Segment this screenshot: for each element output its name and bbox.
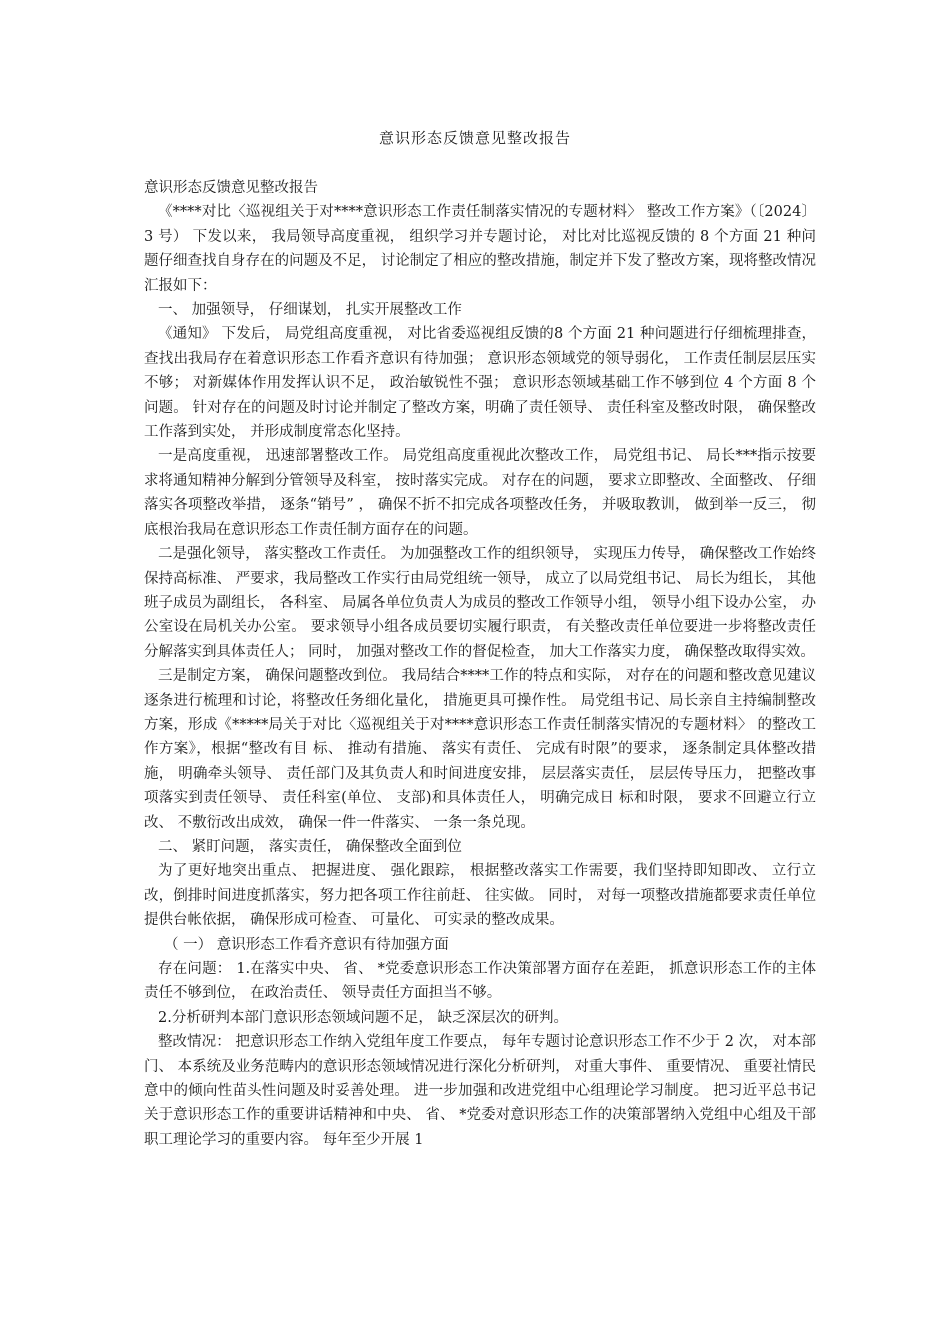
paragraph-point-1: 一是高度重视， 迅速部署整改工作。 局党组高度重视此次整改工作， 局党组书记、 局长***指示按要求将通知精神分解到分管领导及科室， 按时落实完成。 对存在的问题， 要求立即整改、全面整改、 仔细落实各项整改举措， 逐条“销号” ， 确保不折不扣完成各项整改任务， 并吸取教训， 做到举一反三， 彻底根治我局在意识形态工作责任制方面存在的问题。 [144,448,816,538]
paragraph-progress: 为了更好地突出重点、 把握进度、 强化跟踪， 根据整改落实工作需要，我们坚持即知即改、 立行立改，倒排时间进度抓落实，努力把各项工作往前赶、 往实做。 同时， 对每一项整改措施都要求责任单位提供台帐依据， 确保形成可检查、 可量化、 可实录的整改成果。 [144,863,816,929]
subsection-heading-1: （ 一） 意识形态工作看齐意识有待加强方面 [164,936,449,953]
paragraph-rectification: 整改情况： 把意识形态工作纳入党组年度工作要点， 每年专题讨论意识形态工作不少于 2 次， 对本部门、 本系统及业务范畴内的意识形态领域情况进行深化分析研判， 对重大事件、 重要情况、 重要社情民意中的倾向性苗头性问题及时妥善处理。 进一步加强和改进党组中心组理论学习制度。 把习近平总书记关于意识形态工作的重要讲话精神和中央、 省、 *党委对意识形态工作的决策部署纳入党组中心组及干部职工理论学习的重要内容。 每年至少开展 1 [144,1034,816,1148]
document-body [144,176,816,1152]
paragraph-intro: 《****对比〈巡视组关于对****意识形态工作责任制落实情况的专题材料〉 整改工作方案》（〔2024〕 3 号） 下发以来， 我局领导高度重视， 组织学习并专题讨论， 对比对比巡视反馈的 8 个方面 21 种问题仔细查找自身存在的问题及不足， 讨论制定了相应的整改措施，制定并下发了整改方案，现将整改情况汇报如下： [144,204,816,294]
document-title: 意识形态反馈意见整改报告 [378,129,571,147]
section-heading-2: 二、 紧盯问题， 落实责任， 确保整改全面到位 [158,838,462,855]
section-heading-1: 一、 加强领导， 仔细谋划， 扎实开展整改工作 [158,302,462,319]
paragraph-problem-2: 2.分析研判本部门意识形态领域问题不足， 缺乏深层次的研判。 [158,1009,568,1026]
paragraph-point-3: 三是制定方案， 确保问题整改到位。 我局结合****工作的特点和实际， 对存在的问题和整改意见建议逐条进行梳理和讨论，将整改任务细化量化， 措施更具可操作性。 局党组书记、局长亲自主持编制整改方案，形成《*****局关于对比〈巡视组关于对****意识形态工作责任制落实情况的专题材料〉 的整改工作方案》，根据“整改有目 标、 推动有措施、 落实有责任、 完成有时限”的要求， 逐条制定具体整改措施， 明确牵头领导、 责任部门及其负责人和时间进度安排， 层层落实责任， 层层传导压力， 把整改事项落实到责任领导、 责任科室(单位、 支部)和具体责任人， 明确完成日 标和时限， 要求不回避立行立改、 不敷衍改出成效， 确保一件一件落实、 一条一条兑现。 [144,668,816,831]
paragraph-notice: 《通知》 下发后， 局党组高度重视， 对比省委巡视组反馈的8 个方面 21 种问题进行仔细梳理排查， 查找出我局存在着意识形态工作看齐意识有待加强； 意识形态领域党的领导弱化， 工作责任制层层压实不够； 对新媒体作用发挥认识不足， 政治敏锐性不强； 意识形态领域基础工作不够到位 4 个方面 8 个问题。 针对存在的问题及时讨论并制定了整改方案，明确了责任领导、 责任科室及整改时限， 确保整改工作落到实处， 并形成制度常态化坚持。 [144,326,816,441]
paragraph-problems: 存在问题： 1.在落实中央、 省、 *党委意识形态工作决策部署方面存在差距， 抓意识形态工作的主体责任不够到位， 在政治责任、 领导责任方面担当不够。 [144,961,816,1002]
body-heading: 意识形态反馈意见整改报告 [144,180,318,196]
paragraph-point-2: 二是强化领导， 落实整改工作责任。 为加强整改工作的组织领导， 实现压力传导， 确保整改工作始终保持高标准、 严要求，我局整改工作实行由局党组统一领导， 成立了以局党组书记、 局长为组长， 其他班子成员为副组长， 各科室、 局属各单位负责人为成员的整改工作领导小组， 领导小组下设办公室， 办公室设在局机关办公室。 要求领导小组各成员要切实履行职责， 有关整改责任单位要进一步将整改责任分解落实到具体责任人； 同时， 加强对整改工作的督促检查， 加大工作落实力度， 确保整改取得实效。 [144,546,816,660]
